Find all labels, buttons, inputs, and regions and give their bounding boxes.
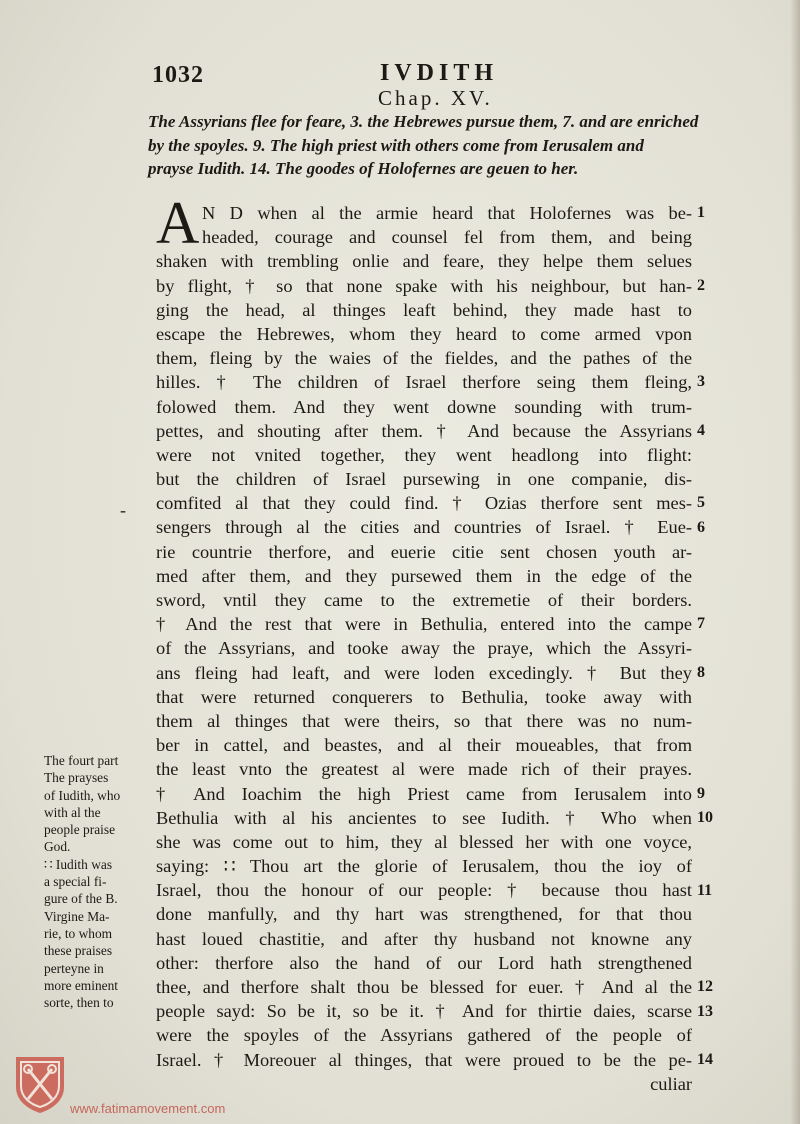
body-line: ans fleing had leaft, and were loden excedingly. † But they (156, 662, 692, 683)
watermark-url[interactable]: www.fatimamovement.com (70, 1101, 226, 1116)
body-line: of the Assyrians, and tooke away the praye, which the Assyri- (156, 638, 692, 659)
body-line: done manfully, and thy hart was strengthened, for that thou (156, 904, 692, 925)
body-line: † And the rest that were in Bethulia, entered into the campe (156, 614, 692, 635)
verse-number: 1 (697, 204, 705, 221)
marginal-note-line: of Iudith, who (44, 787, 121, 803)
marginal-note-line: with al the (44, 804, 101, 820)
chapter-argument (148, 110, 728, 181)
running-head: IVDITH (380, 60, 499, 86)
drop-cap: A (156, 190, 200, 256)
body-line: Israel, thou the honour of our people: † because thou hast (156, 880, 692, 901)
body-line: comfited al that they could find. † Ozias therfore sent mes- (156, 493, 692, 514)
verse-number: 6 (697, 518, 705, 536)
page-edge-shadow (790, 0, 800, 1124)
page-number: 1032 (152, 62, 204, 88)
body-line: people sayd: So be it, so be it. † And for thirtie daies, scarse (156, 1001, 692, 1022)
marginal-note-line: sorte, then to (44, 995, 114, 1011)
chapter-title: Chap. XV. (378, 86, 493, 110)
marginal-note-line: perteyne in (44, 960, 104, 976)
verse-number: 12 (697, 978, 713, 996)
verse-number: 9 (697, 784, 705, 802)
verse-number: 13 (697, 1002, 713, 1020)
marginal-note-line: gure of the B. (44, 891, 118, 907)
body-line: med after them, and they pursewed them in the edge of the (156, 565, 692, 586)
verse-number: 5 (697, 494, 705, 512)
body-line: sengers through al the cities and countries of Israel. † Eue- (156, 517, 692, 538)
body-line: were not vnited together, they went headlong into flight: (156, 444, 692, 465)
argument-line: prayse Iudith. 14. The goodes of Holofernes are geuen to her. (148, 159, 579, 178)
margin-mark: - (120, 500, 126, 520)
body-line: other: therfore also the hand of our Lord hath strengthened (156, 952, 692, 973)
marginal-note-line: The fourt part (44, 753, 119, 768)
verse-number: 10 (697, 809, 713, 826)
body-line: by flight, † so that none spake with his neighbour, but han- (156, 275, 692, 296)
body-line: them al thinges that were theirs, so that there was no num- (156, 710, 692, 731)
body-line: saying: ∷ Thou art the glorie of Ierusalem, thou the ioy of (156, 856, 692, 877)
verse-number: 7 (697, 615, 705, 633)
body-line: sword, vntil they came to the extremetie of their borders. (156, 590, 692, 610)
body-line: pettes, and shouting after them. † And because the Assyrians (156, 420, 692, 441)
body-line: that were returned conquerers to Bethulia, tooke away with (156, 686, 692, 707)
verse-number: 3 (697, 373, 705, 391)
body-line: ging the head, al thinges leaft behind, they made hast to (156, 299, 692, 320)
marginal-note-line: Virgine Ma- (44, 908, 110, 924)
body-line: she was come out to him, they al blessed her with one voyce, (156, 831, 692, 852)
body-line: the least vnto the greatest al were made rich of their prayes. (156, 759, 692, 780)
catchword: culiar (650, 1073, 692, 1094)
verse-number: 8 (697, 663, 705, 681)
marginal-note (44, 752, 154, 1011)
argument-line: The Assyrians flee for feare, 3. the Hebrewes pursue them, 7. and are enriched (148, 112, 699, 131)
marginal-note-line: ∷ Iudith was (44, 856, 113, 872)
body-line: headed, courage and counsel fel from them, and being (202, 227, 692, 248)
body-line: but the children of Israel pursewing in one companie, dis- (156, 469, 692, 490)
body-line: were the spoyles of the Assyrians gathered of the people of (156, 1025, 692, 1046)
marginal-note-line: rie, to whom (44, 925, 113, 941)
argument-line: by the spoyles. 9. The high priest with others come from Ierusalem and (148, 135, 644, 155)
marginal-note-line: more eminent (44, 977, 118, 993)
body-line: rie countrie therfore, and euerie citie sent chosen youth ar- (156, 541, 692, 562)
body-line: them, fleing by the waies of the fieldes, and the pathes of the (156, 348, 692, 369)
marginal-note-line: people praise (44, 822, 116, 838)
body-line: escape the Hebrewes, whom they heard to come armed vpon (156, 323, 692, 344)
body-line: thee, and therfore shalt thou be blessed for euer. † And al the (156, 977, 692, 997)
body-line: hast loued chastitie, and after thy husband not knowne any (156, 928, 692, 949)
body-line: ber in cattel, and beastes, and al their moueables, that from (156, 735, 692, 756)
papal-keys-shield-icon (12, 1053, 68, 1115)
marginal-note-line: these praises (44, 943, 113, 959)
body-line: Israel. † Moreouer al thinges, that were proued to be the pe- (156, 1049, 692, 1070)
verse-number: 11 (697, 881, 713, 899)
verse-number: 14 (697, 1051, 713, 1068)
body-line: N D when al the armie heard that Holofernes was be- (202, 203, 692, 223)
body-text (156, 201, 692, 1096)
marginal-note-line: God. (44, 839, 71, 855)
marginal-note-line: The prayses (44, 770, 109, 786)
verse-number: 2 (697, 276, 705, 294)
verse-number: 4 (697, 421, 705, 439)
body-line: shaken with trembling onlie and feare, they helpe them selues (156, 251, 692, 272)
body-line: Bethulia with al his ancientes to see Iudith. † Who when (156, 807, 692, 828)
body-line: hilles. † The children of Israel therfore seing them fleing, (156, 372, 692, 393)
body-line: † And Ioachim the high Priest came from Ierusalem into (156, 783, 692, 804)
marginal-note-line: a special fi- (44, 874, 107, 890)
body-line: folowed them. And they went downe sounding with trum- (156, 396, 692, 417)
